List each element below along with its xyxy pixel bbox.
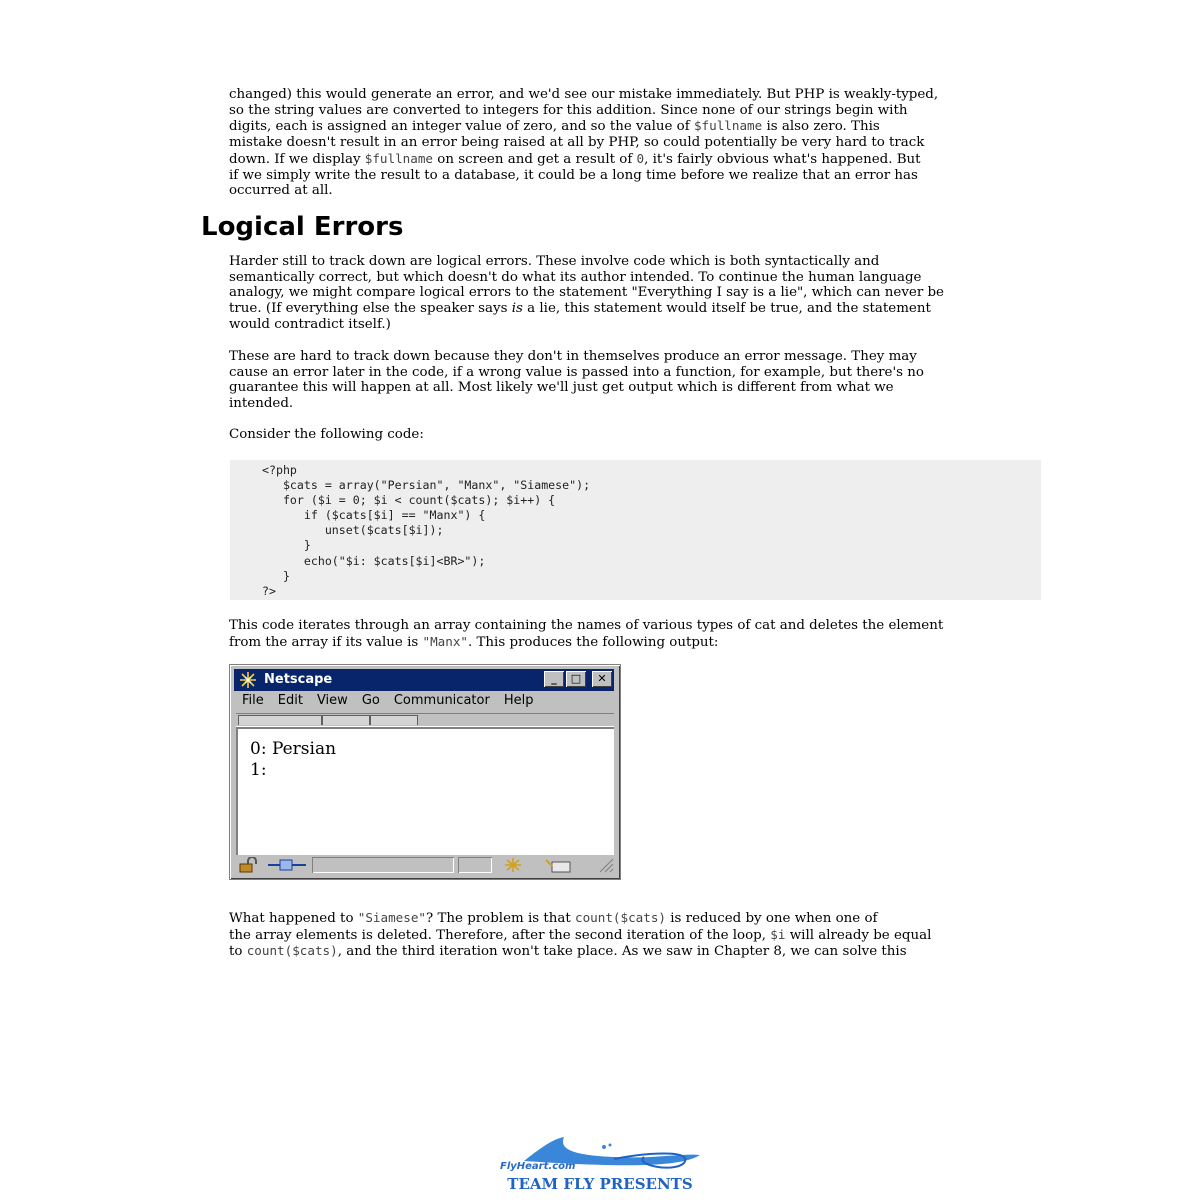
connection-status-icon <box>266 857 308 873</box>
window-title: Netscape <box>264 672 333 687</box>
text-line: changed) this would generate an error, and we'd see our mistake immediately. But PHP is weakly-typed, <box>229 87 939 102</box>
toolbar-tab-personal[interactable] <box>370 715 418 725</box>
navigator-icon[interactable] <box>496 857 530 873</box>
browser-content <box>236 727 614 855</box>
menu-bar <box>242 693 533 708</box>
minimize-button[interactable]: _ <box>544 671 564 687</box>
title-bar[interactable] <box>234 669 614 691</box>
text-line: This code iterates through an array containing the names of various types of cat and deletes the element <box>229 618 944 633</box>
text-line: if we simply write the result to a database, it could be a long time before we realize that an error has <box>229 167 918 183</box>
menu-edit[interactable]: Edit <box>277 693 303 708</box>
progress-area <box>458 857 492 873</box>
security-lock-icon[interactable] <box>236 857 264 873</box>
maximize-button[interactable]: □ <box>566 671 586 687</box>
text-line: so the string values are converted to integers for this addition. Since none of our strings begin with <box>229 102 908 118</box>
text-line: mistake doesn't result in an error being raised at all by PHP, so could potentially be very hard to track <box>229 135 925 151</box>
text-line: down. If we display $fullname on screen and get a result of 0, it's fairly obvious what's happened. But <box>229 150 921 167</box>
intro-paragraph <box>229 87 1054 199</box>
text-line: from the array if its value is "Manx". This produces the following output: <box>229 633 719 650</box>
text-line: cause an error later in the code, if a wrong value is passed into a function, for example, but there's no <box>229 364 924 380</box>
toolbar-tab-location[interactable] <box>322 715 370 725</box>
menu-go[interactable]: Go <box>361 693 380 708</box>
text-line: What happened to "Siamese"? The problem is that count($cats) is reduced by one when one of <box>229 910 878 926</box>
paragraph-logical-errors <box>229 254 1054 333</box>
output-line: 1: <box>250 760 267 780</box>
text-line: Harder still to track down are logical errors. These involve code which is both syntactically and <box>229 254 880 269</box>
paragraph-hard-to-track <box>229 349 1054 412</box>
menu-view[interactable]: View <box>316 693 348 708</box>
netscape-logo-icon <box>238 671 258 689</box>
menu-help[interactable]: Help <box>503 693 534 708</box>
close-button[interactable]: ✕ <box>592 671 612 687</box>
page-output <box>250 739 336 781</box>
text-line: occurred at all. <box>229 183 333 199</box>
code-block <box>230 460 1041 600</box>
menu-communicator[interactable]: Communicator <box>393 693 490 708</box>
output-line: 0: Persian <box>250 739 337 759</box>
text-line: would contradict itself.) <box>229 316 391 332</box>
text-line: These are hard to track down because they don't in themselves produce an error message. They may <box>229 349 917 364</box>
text-line: semantically correct, but which doesn't do what its author intended. To continue the human language <box>229 269 922 285</box>
collapsed-toolbars <box>236 713 614 727</box>
text-line: analogy, we might compare logical errors to the statement "Everything I say is a lie", which can never be <box>229 285 944 301</box>
section-heading: Logical Errors <box>201 212 404 242</box>
mail-icon[interactable] <box>540 857 578 873</box>
team-fly-logo <box>494 1135 706 1197</box>
text-line: digits, each is assigned an integer value of zero, and so the value of $fullname is also zero. This <box>229 118 880 135</box>
netscape-window <box>229 664 621 880</box>
text-line: to count($cats), and the third iteration won't take place. As we saw in Chapter 8, we can solve this <box>229 943 907 960</box>
text-line: true. (If everything else the speaker says is a lie, this statement would itself be true, and the statement <box>229 301 931 317</box>
menu-file[interactable]: File <box>242 693 264 708</box>
paragraph-what-happened <box>229 910 1054 960</box>
toolbar-tab-navigation[interactable] <box>238 715 322 725</box>
text-line: the array elements is deleted. Therefore, after the second iteration of the loop, $i will already be equal <box>229 926 932 943</box>
paragraph-consider: Consider the following code: <box>229 427 424 442</box>
status-bar <box>234 855 616 875</box>
footer-caption: TEAM FLY PRESENTS <box>507 1175 693 1193</box>
status-text-field <box>312 857 454 873</box>
text-line: guarantee this will happen at all. Most likely we'll just get output which is different from what we <box>229 380 894 396</box>
code-text: <?php $cats = array("Persian", "Manx", "Siamese"); for ($i = 0; $i < count($cats); $i++) { if ($cats[$i] == "Manx") { unset($cats[$i]); } echo("$i: $cats[$i]<BR>"); } ?> <box>262 463 591 598</box>
paragraph-iterates <box>229 618 1054 650</box>
text-line: intended. <box>229 396 294 412</box>
resize-grip-icon[interactable] <box>596 857 614 873</box>
logo-text: FlyHeart.com <box>500 1161 576 1172</box>
